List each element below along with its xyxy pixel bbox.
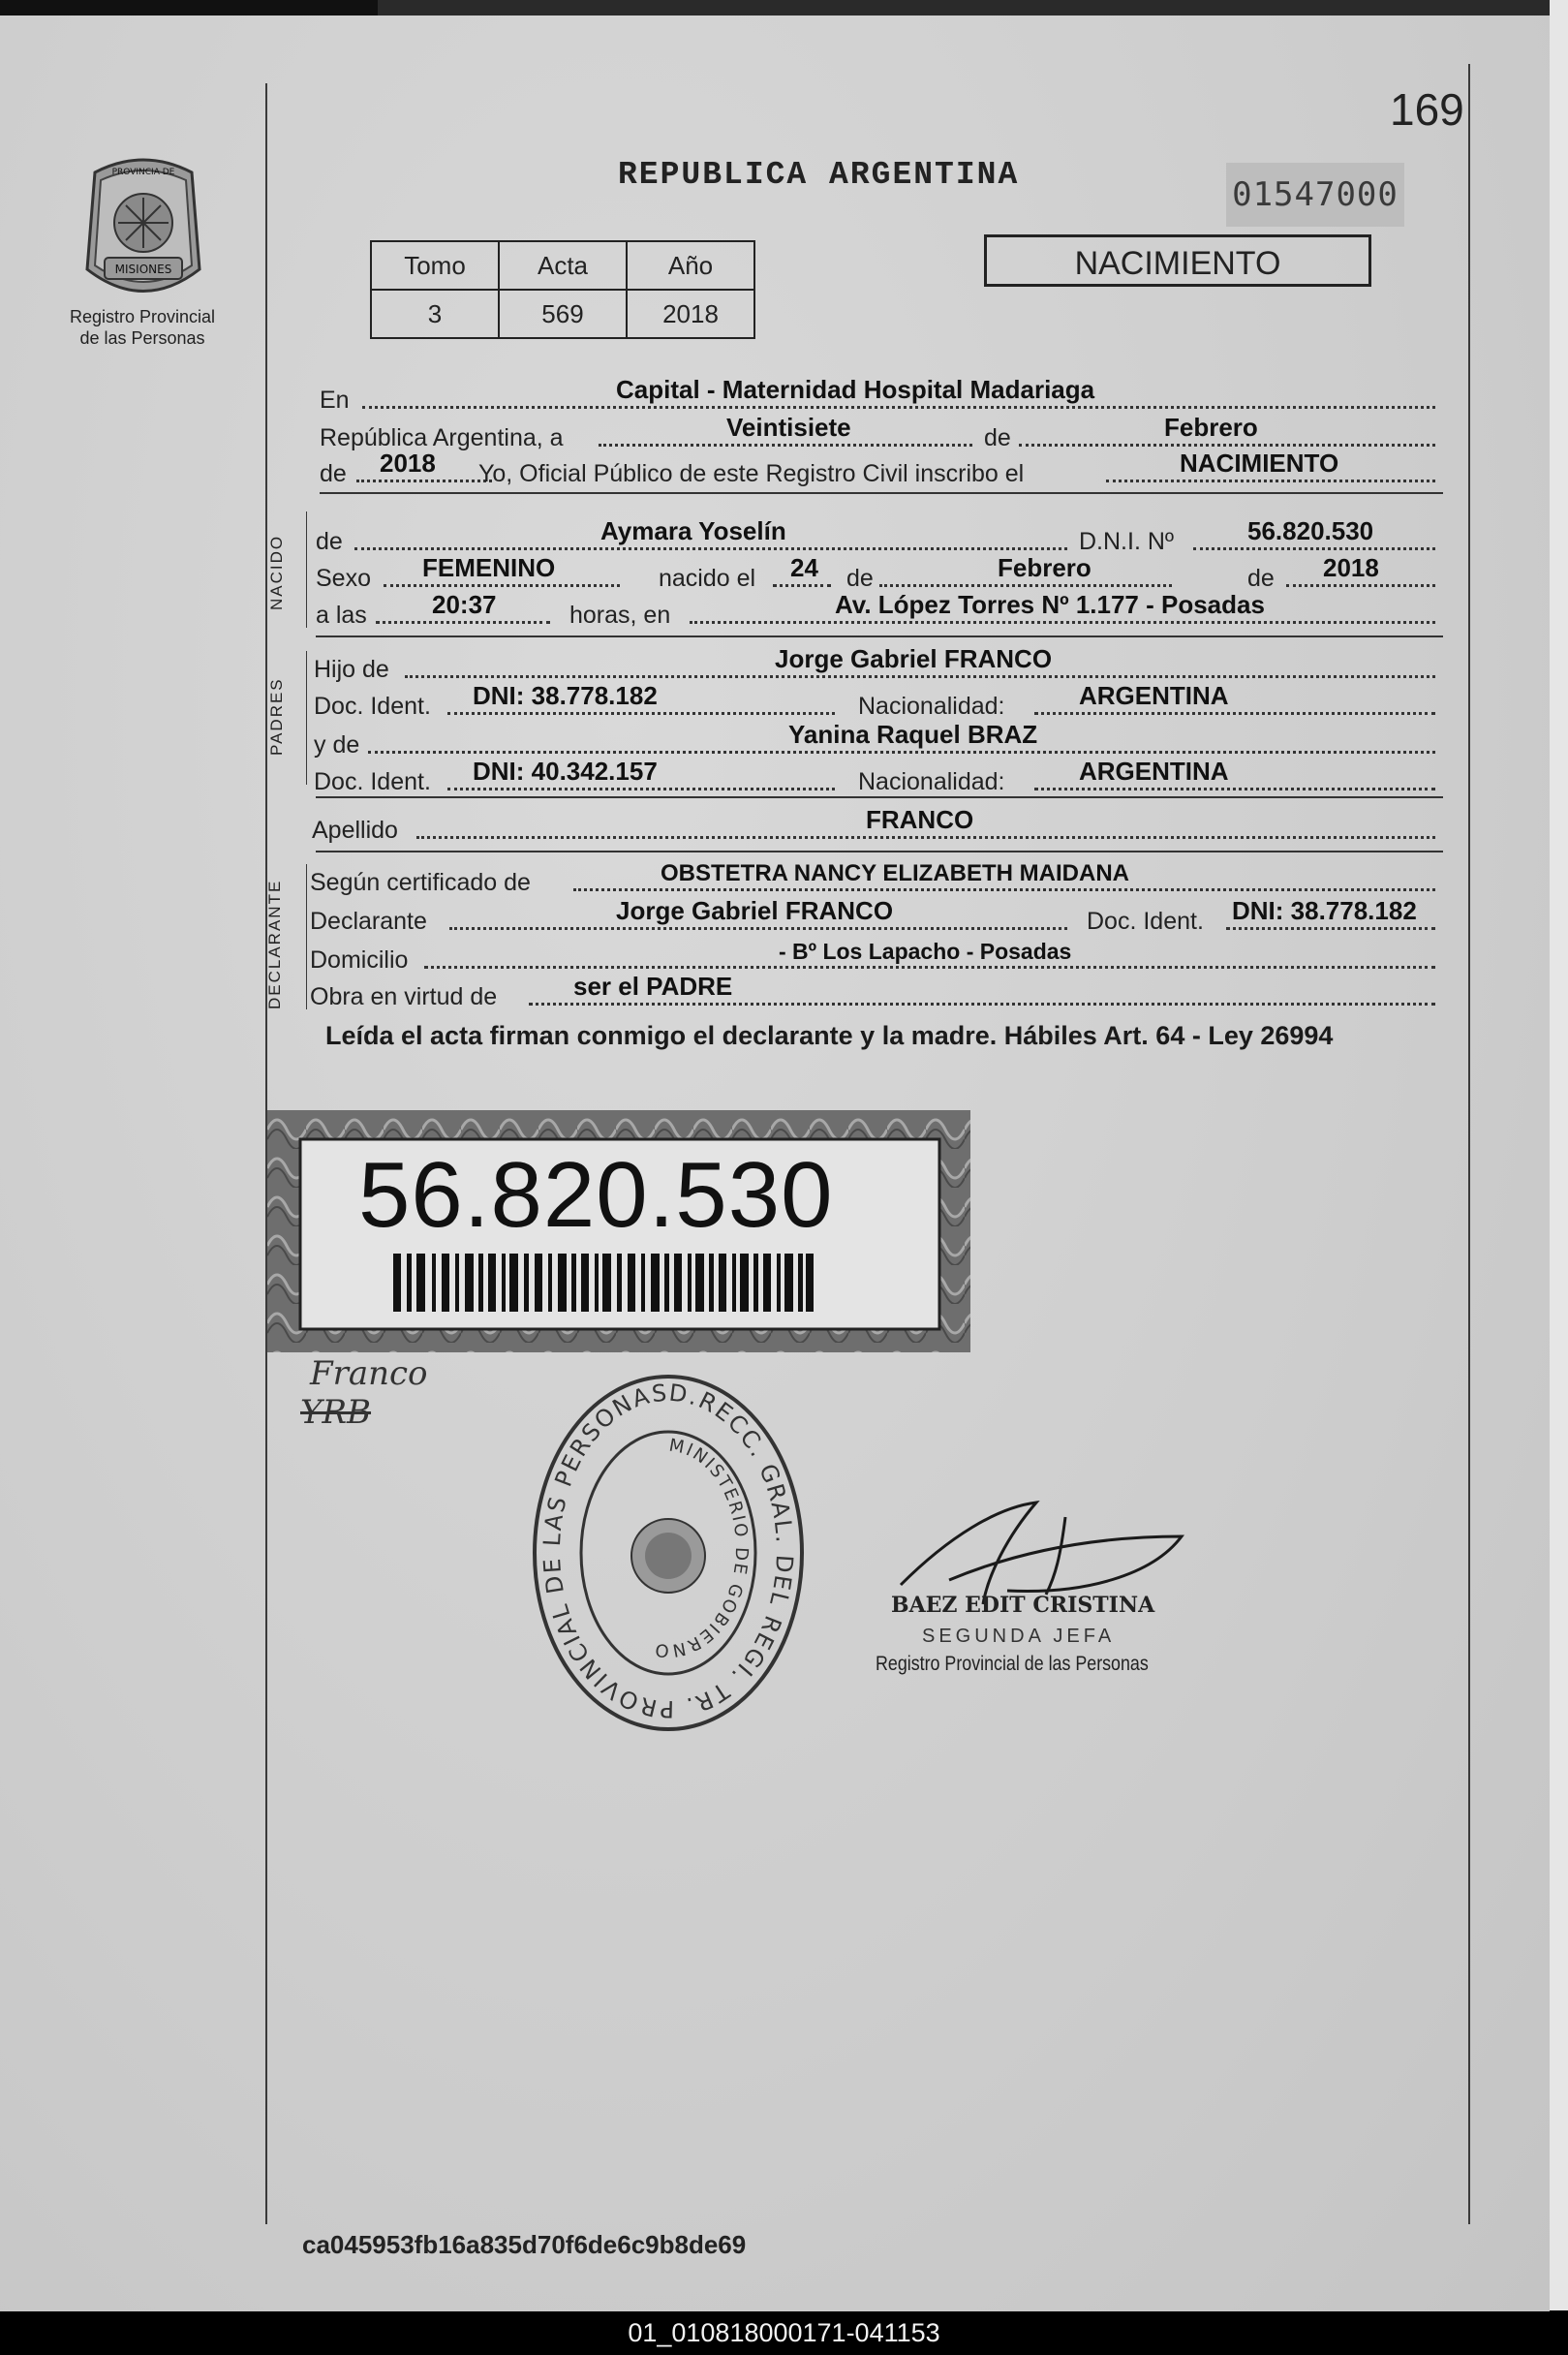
label-nacido-el: nacido el	[659, 565, 756, 592]
value-obra: ser el PADRE	[573, 972, 733, 1001]
section-bracket	[306, 651, 307, 785]
registry-statement: Yo, Oficial Público de este Registro Civil inscribo el	[478, 460, 1025, 487]
dotted-line	[773, 584, 831, 587]
form-row-apellido	[312, 805, 1435, 845]
value-sexo: FEMENINO	[422, 553, 556, 582]
closing-statement: Leída el acta firman conmigo el declarante y la madre. Hábiles Art. 64 - Ley 26994	[325, 1021, 1334, 1050]
dotted-line	[449, 927, 1067, 930]
value-year: 2018	[380, 449, 436, 478]
form-row-sexo	[316, 553, 1435, 593]
value-birth-place: Av. López Torres Nº 1.177 - Posadas	[835, 590, 1265, 619]
signatory-title: SEGUNDA JEFA	[922, 1626, 1116, 1647]
value-month: Febrero	[1164, 413, 1258, 442]
section-divider	[320, 492, 1443, 494]
form-row-father-name	[314, 644, 1435, 684]
value-declarant-doc: DNI: 38.778.182	[1232, 896, 1417, 925]
label-segun-certificado: Según certificado de	[310, 869, 531, 896]
value-birth-month: Febrero	[998, 553, 1091, 582]
label-de: de	[984, 424, 1011, 451]
value-place: Capital - Maternidad Hospital Madariaga	[616, 375, 1095, 404]
form-row-child-name	[316, 516, 1435, 556]
label-de: de	[1247, 565, 1275, 592]
label-de: de	[316, 528, 343, 555]
record-table	[370, 240, 755, 339]
value-mother-nationality: ARGENTINA	[1079, 757, 1229, 786]
handwritten-line1: Franco	[310, 1354, 428, 1393]
record-value-ano: 2018	[627, 290, 754, 338]
handwritten-line2: YRB	[300, 1393, 372, 1432]
form-row-father-doc	[314, 681, 1435, 721]
value-apellido: FRANCO	[866, 805, 974, 834]
value-mother-name: Yanina Raquel BRAZ	[788, 720, 1038, 749]
record-header-tomo: Tomo	[371, 241, 499, 290]
section-divider	[316, 796, 1443, 798]
label-hijo-de: Hijo de	[314, 656, 389, 683]
signatory-name: BAEZ EDIT CRISTINA	[891, 1593, 1155, 1618]
registry-label	[48, 306, 236, 349]
registry-label-line1: Registro Provincial	[69, 307, 216, 326]
value-child-dni: 56.820.530	[1247, 516, 1374, 545]
dotted-line	[447, 712, 835, 715]
label-nacionalidad: Nacionalidad:	[858, 693, 1005, 720]
label-domicilio: Domicilio	[310, 946, 409, 974]
label-declarante: Declarante	[310, 908, 427, 935]
form-row-hora	[316, 590, 1435, 630]
registry-label-line2: de las Personas	[79, 328, 205, 348]
form-row-year	[320, 449, 1435, 488]
page-edge	[1550, 0, 1568, 2310]
right-margin-line	[1468, 64, 1470, 2224]
serial-number: 01547000	[1226, 163, 1404, 227]
official-seal	[528, 1372, 809, 1735]
record-value-acta: 569	[499, 290, 627, 338]
label-de: de	[320, 460, 347, 487]
form-row-mother-name	[314, 720, 1435, 759]
value-birth-day: 24	[790, 553, 818, 582]
label-en: En	[320, 387, 350, 414]
form-row-declarante	[310, 896, 1435, 936]
document-type-box: NACIMIENTO	[984, 234, 1371, 287]
label-de: de	[846, 565, 874, 592]
label-apellido: Apellido	[312, 817, 398, 844]
dotted-line	[384, 584, 620, 587]
form-row-certificado	[310, 860, 1435, 897]
section-bracket	[306, 864, 307, 1009]
value-record-type: NACIMIENTO	[1180, 449, 1339, 478]
section-label-declarante: DECLARANTE	[265, 879, 284, 1009]
dotted-line	[447, 788, 835, 790]
dotted-line	[1034, 712, 1435, 715]
value-certificate: OBSTETRA NANCY ELIZABETH MAIDANA	[661, 860, 1129, 886]
dotted-line	[424, 966, 1435, 969]
label-republica: República Argentina, a	[320, 424, 564, 451]
value-day: Veintisiete	[726, 413, 851, 442]
value-declarant-name: Jorge Gabriel FRANCO	[616, 896, 894, 925]
dotted-line	[376, 621, 550, 624]
dotted-line	[1019, 444, 1435, 447]
record-header-acta: Acta	[499, 241, 627, 290]
signatory-office: Registro Provincial de las Personas	[876, 1653, 1149, 1675]
sticker-dni-number: 56.820.530	[358, 1143, 834, 1247]
document-hash: ca045953fb16a835d70f6de6c9b8de69	[302, 2230, 747, 2259]
dotted-line	[1193, 547, 1435, 550]
form-row-mother-doc	[314, 757, 1435, 796]
label-dni: D.N.I. Nº	[1079, 528, 1175, 555]
logo-text-top: PROVINCIA DE	[111, 168, 175, 177]
label-y-de: y de	[314, 731, 360, 759]
dotted-line	[405, 675, 1435, 678]
country-title: REPUBLICA ARGENTINA	[618, 157, 1020, 193]
section-divider	[316, 851, 1443, 852]
label-a-las: a las	[316, 602, 367, 629]
label-doc-ident: Doc. Ident.	[314, 693, 431, 720]
label-nacionalidad: Nacionalidad:	[858, 768, 1005, 795]
section-label-padres: PADRES	[267, 677, 286, 756]
record-header-ano: Año	[627, 241, 754, 290]
dotted-line	[879, 584, 1172, 587]
section-divider	[316, 635, 1443, 637]
page-number: 169	[1390, 84, 1464, 135]
form-row-republica	[320, 413, 1435, 452]
dotted-line	[362, 406, 1435, 409]
label-obra-en-virtud: Obra en virtud de	[310, 983, 498, 1010]
label-doc-ident: Doc. Ident.	[314, 768, 431, 795]
dotted-line	[1106, 480, 1435, 482]
section-label-nacido: NACIDO	[267, 534, 286, 610]
form-row-obra	[310, 972, 1435, 1011]
dotted-line	[416, 836, 1435, 839]
dotted-line	[354, 547, 1067, 550]
dotted-line	[368, 751, 1435, 754]
province-emblem-icon	[76, 153, 211, 308]
handwritten-note	[300, 1354, 428, 1432]
dotted-line	[690, 621, 1435, 624]
label-doc-ident: Doc. Ident.	[1087, 908, 1204, 935]
value-birth-year: 2018	[1323, 553, 1379, 582]
form-row-domicilio	[310, 939, 1435, 975]
label-horas-en: horas, en	[569, 602, 671, 629]
birth-certificate-page	[0, 15, 1550, 2311]
value-father-name: Jorge Gabriel FRANCO	[775, 644, 1053, 673]
dotted-line	[599, 444, 972, 447]
value-birth-time: 20:37	[432, 590, 497, 619]
dotted-line	[1286, 584, 1435, 587]
logo-text-bottom: MISIONES	[114, 263, 172, 276]
dotted-line	[573, 888, 1435, 891]
seal-ring-text: D.RECC. GRAL. DEL REGI. TR. PROVINCIAL DE LAS PERSONAS	[538, 1379, 799, 1723]
value-child-name: Aymara Yoselín	[600, 516, 786, 545]
seal-inner-text: MINISTERIO DE GOBIERNO	[652, 1435, 753, 1661]
dotted-line	[1226, 927, 1435, 930]
footer-id: 01_010818000171-041153	[0, 2311, 1568, 2355]
value-domicilio: - Bº Los Lapacho - Posadas	[779, 939, 1072, 964]
dotted-line	[529, 1003, 1435, 1006]
value-father-nationality: ARGENTINA	[1079, 681, 1229, 710]
form-row-en	[320, 375, 1435, 415]
record-value-tomo: 3	[371, 290, 499, 338]
section-bracket	[306, 511, 307, 628]
dotted-line	[356, 480, 492, 482]
label-sexo: Sexo	[316, 565, 371, 592]
dotted-line	[1034, 788, 1435, 790]
value-mother-doc: DNI: 40.342.157	[473, 757, 658, 786]
value-father-doc: DNI: 38.778.182	[473, 681, 658, 710]
